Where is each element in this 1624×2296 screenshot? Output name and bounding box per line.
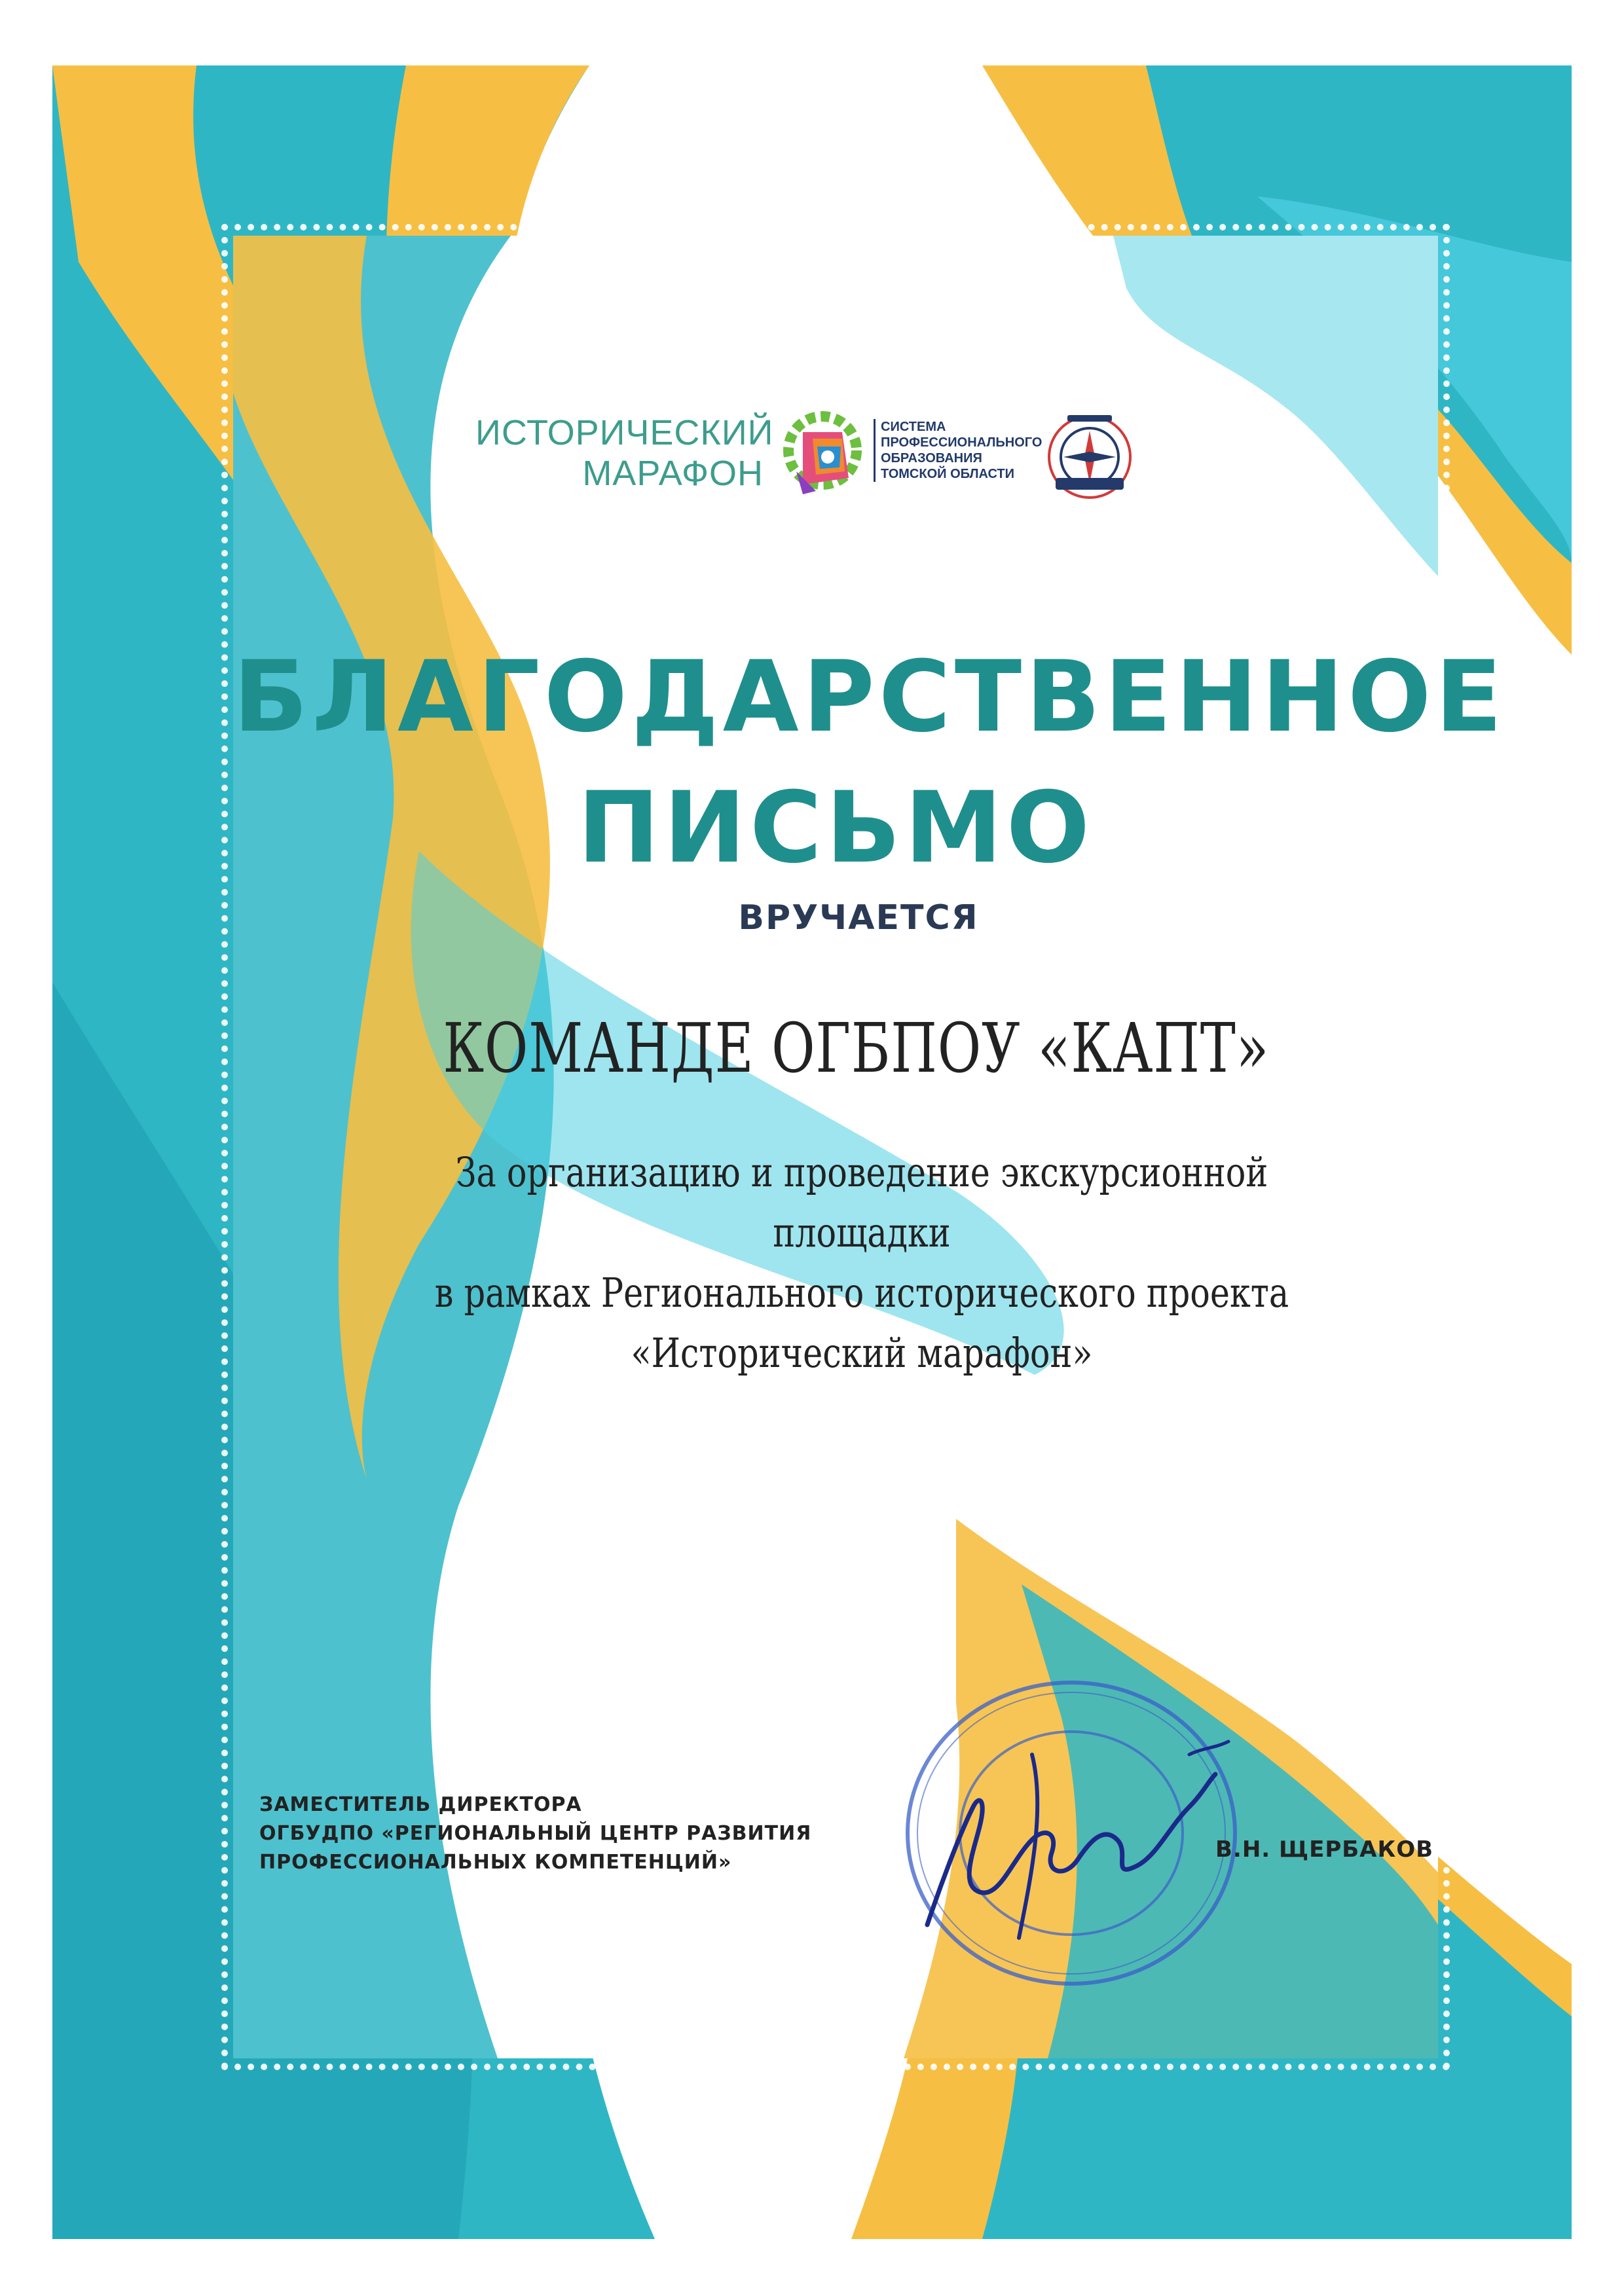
spo-line: СИСТЕМА — [881, 420, 946, 434]
compass-emblem-icon — [1037, 405, 1142, 509]
document-title-line1: БЛАГОДАРСТВЕННОЕ — [233, 640, 1506, 754]
signatory-position — [259, 1791, 849, 1877]
signatory-line: ОГБУДПО «РЕГИОНАЛЬНЫЙ ЦЕНТР РАЗВИТИЯ — [259, 1822, 812, 1845]
reason-line: «Исторический марафон» — [631, 1329, 1093, 1377]
handwritten-signature — [901, 1728, 1242, 1951]
signatory-line: ПРОФЕССИОНАЛЬНЫХ КОМПЕТЕНЦИЙ» — [259, 1851, 732, 1874]
spo-logo-text — [874, 419, 1043, 482]
historical-marathon-logo — [475, 412, 774, 504]
document-title-line2: ПИСЬМО — [577, 771, 1094, 885]
reason-line: За организацию и проведение экскурсионной площадки — [455, 1148, 1268, 1256]
spo-line: ТОМСКОЙ ОБЛАСТИ — [881, 467, 1015, 481]
reason-line: в рамках Регионального исторического проекта — [434, 1269, 1289, 1317]
gear-head-icon — [777, 406, 868, 504]
spo-line: ОБРАЗОВАНИЯ — [881, 451, 982, 465]
certificate — [233, 236, 1506, 2058]
spo-line: ПРОФЕССИОНАЛЬНОГО — [881, 435, 1043, 450]
signatory-line: ЗАМЕСТИТЕЛЬ ДИРЕКТОРА — [259, 1793, 582, 1816]
marathon-logo-line2: МАРАФОН — [582, 454, 764, 493]
signatory-name: В.Н. ЩЕРБАКОВ — [1215, 1836, 1434, 1863]
awarded-to-label: ВРУЧАЕТСЯ — [738, 898, 979, 938]
marathon-logo-line1: ИСТОРИЧЕСКИЙ — [475, 413, 774, 452]
logo-row — [233, 393, 1438, 537]
spo-tomsk-logo — [777, 406, 1043, 511]
recipient-name: КОМАНДЕ ОГБПОУ «КАПТ» — [443, 1008, 1270, 1088]
award-reason — [233, 1142, 1438, 1383]
